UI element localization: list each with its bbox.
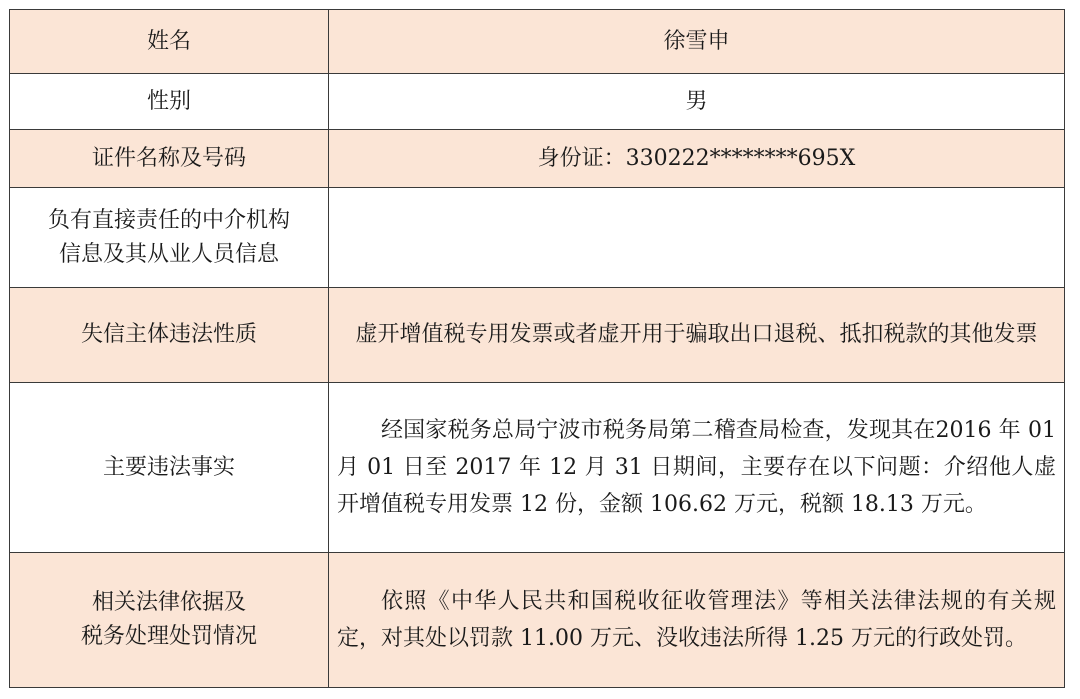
- value-facts: 经国家税务总局宁波市税务局第二稽查局检查，发现其在2016 年 01 月 01 日至 2017 年 12 月 31 日期间，主要存在以下问题：介绍他人虚开增值税专用发票 12 份，金额 106.62 万元，税额 18.13 万元。: [329, 383, 1065, 553]
- row-id: [10, 130, 1065, 188]
- info-table: [9, 9, 1065, 688]
- value-nature: 虚开增值税专用发票或者虚开用于骗取出口退税、抵扣税款的其他发票: [329, 288, 1065, 383]
- label-agency-line1: 负有直接责任的中介机构: [47, 207, 290, 233]
- row-facts: [10, 383, 1065, 553]
- value-agency: [329, 188, 1065, 288]
- row-nature: [10, 288, 1065, 383]
- value-name: 徐雪申: [329, 10, 1065, 74]
- label-penalty: [10, 553, 329, 688]
- label-nature: 失信主体违法性质: [10, 288, 329, 383]
- row-name: [10, 10, 1065, 74]
- row-gender: [10, 74, 1065, 130]
- label-facts: 主要违法事实: [10, 383, 329, 553]
- label-agency-line2: 信息及其从业人员信息: [58, 241, 279, 267]
- value-id: 身份证：330222********695X: [329, 130, 1065, 188]
- row-agency: [10, 188, 1065, 288]
- label-penalty-line2: 税务处理处罚情况: [80, 624, 257, 649]
- row-penalty: [10, 553, 1065, 688]
- label-agency: [10, 188, 329, 288]
- taxpayer-info-document: [9, 9, 1065, 688]
- label-id: 证件名称及号码: [10, 130, 329, 188]
- value-gender: 男: [329, 74, 1065, 130]
- label-gender: 性别: [10, 74, 329, 130]
- label-penalty-line1: 相关法律依据及: [91, 590, 246, 615]
- label-name: 姓名: [10, 10, 329, 74]
- value-penalty: 依照《中华人民共和国税收征收管理法》等相关法律法规的有关规定，对其处以罚款 11.00 万元、没收违法所得 1.25 万元的行政处罚。: [329, 553, 1065, 688]
